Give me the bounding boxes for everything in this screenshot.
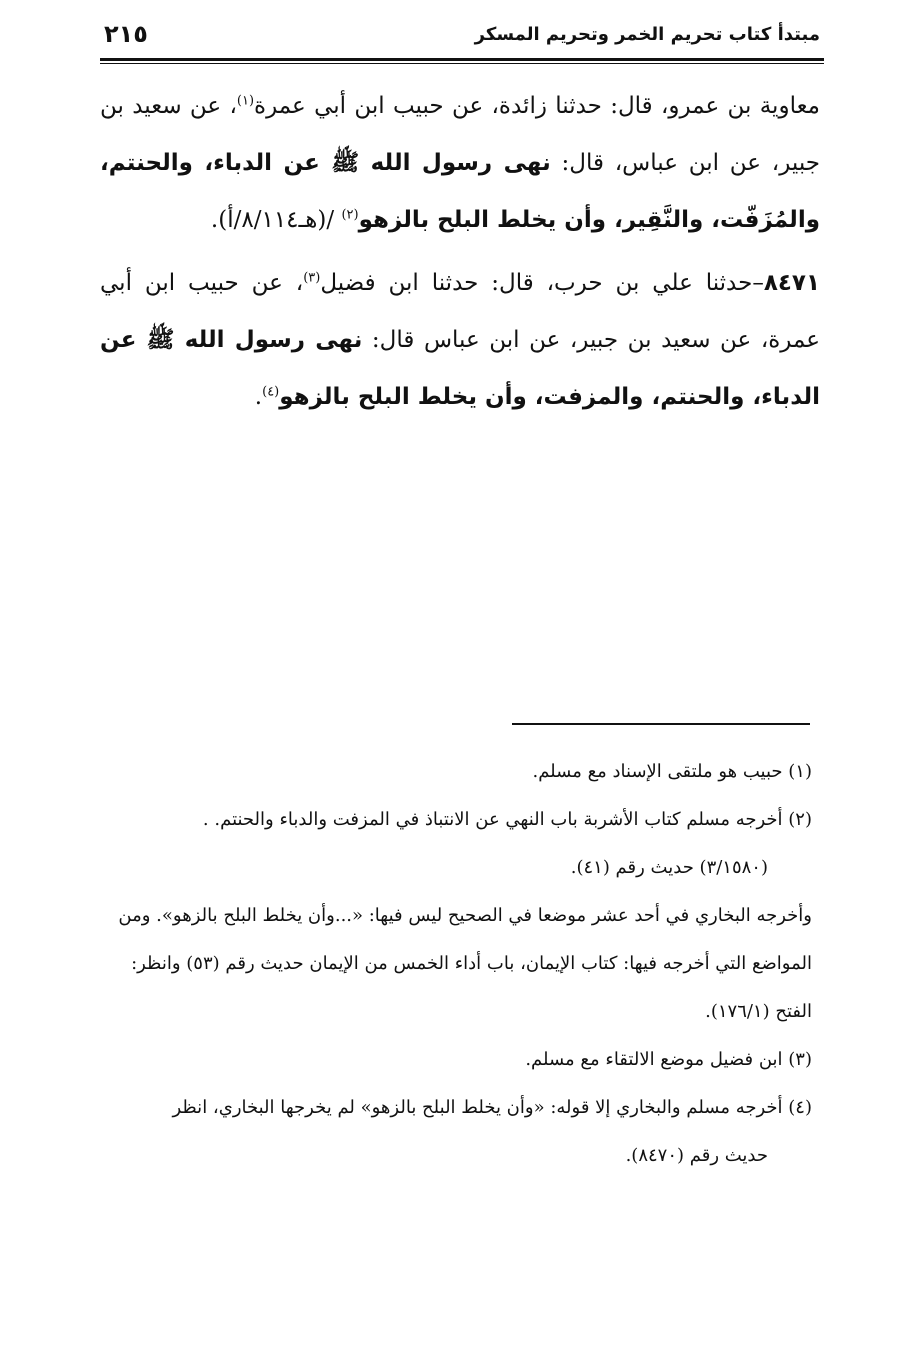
footnote-1: (١) حبيب هو ملتقى الإسناد مع مسلم.	[532, 761, 812, 782]
footnote-separator	[512, 723, 810, 725]
footnote-2: (٢) أخرجه مسلم كتاب الأشربة باب النهي عن الانتباذ في المزفت والدباء والحنتم. .	[202, 809, 812, 830]
hadith-paragraph	[100, 255, 820, 426]
page-header	[100, 20, 824, 54]
header-rule-thin	[100, 63, 824, 64]
footnote-4-continued: حديث رقم (٨٤٧٠).	[625, 1145, 768, 1166]
text-run: ، عن سعيد بن جبير، عن ابن عباس، قال:	[100, 93, 820, 176]
text-run: ، عن حبيب ابن أبي عمرة، عن سعيد بن جبير، عن ابن عباس قال:	[100, 270, 820, 353]
manuscript-ref: /(هـ٨/١١٤/أ).	[210, 207, 342, 233]
footnote-ref: (١)	[236, 93, 255, 109]
running-title: مبتدأ كتاب تحريم الخمر وتحريم المسكر	[474, 24, 820, 45]
header-rule	[100, 58, 824, 61]
footnote-2-continued: (٣/١٥٨٠) حديث رقم (٤١).	[570, 857, 768, 878]
footnote-ref: (٤)	[262, 384, 280, 400]
paragraph-continued	[100, 78, 820, 249]
text-run: .	[254, 384, 263, 410]
hadith-matn: نهى رسول الله ﷺ عن الدباء، والحنتم، والمُزَفّت، والنَّقِير، وأن يخلط البلح بالزهو	[100, 150, 820, 233]
footnotes	[100, 748, 812, 1180]
page-number: ٢١٥	[104, 20, 148, 48]
text-run: –حدثنا علي بن حرب، قال: حدثنا ابن فضيل	[320, 270, 764, 296]
footnote-2-bukhari: وأخرجه البخاري في أحد عشر موضعا في الصحيح ليس فيها: «...وأن يخلط البلح بالزهو». ومن المواضع التي أخرجه فيها: كتاب الإيمان، باب أداء الخمس من الإيمان حديث رقم (٥٣) وانظر: الفتح (١٧٦/١).	[118, 905, 812, 1022]
hadith-number: ٨٤٧١	[763, 270, 820, 296]
hadith-matn: نهى رسول الله ﷺ عن الدباء، والحنتم، والمزفت، وأن يخلط البلح بالزهو	[100, 327, 820, 410]
footnote-4: (٤) أخرجه مسلم والبخاري إلا قوله: «وأن يخلط البلح بالزهو» لم يخرجها البخاري، انظر	[172, 1097, 812, 1118]
footnote-ref: (٣)	[303, 270, 321, 286]
text-run: معاوية بن عمرو، قال: حدثنا زائدة، عن حبيب ابن أبي عمرة	[254, 93, 820, 119]
main-text	[100, 78, 820, 426]
footnote-3: (٣) ابن فضيل موضع الالتقاء مع مسلم.	[525, 1049, 812, 1070]
footnote-ref: (٢)	[341, 207, 359, 223]
